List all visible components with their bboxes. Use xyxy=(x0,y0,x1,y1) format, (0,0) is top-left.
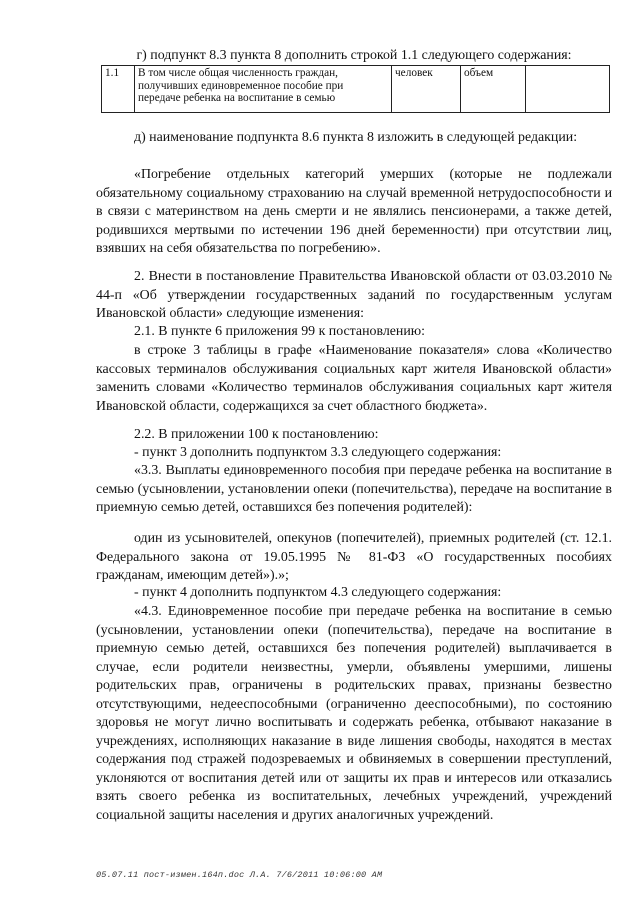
paragraph-2-2: 2.2. В приложении 100 к постановлению: xyxy=(134,427,379,442)
paragraph-3-3: «3.3. Выплаты единовременного пособия при передаче ребенка на воспитание в семью (усыновлении, установлении опеки (попечительства), передаче на воспитание в приемную семью детей, оставшихся без попечения родителей): xyxy=(96,463,612,515)
paragraph-2-1: 2.1. В пункте 6 приложения 99 к постановлению: xyxy=(134,324,426,339)
table-cell-text: В том числе общая численность граждан, получивших единовременное пособие при передаче ребенка на воспитание в семью xyxy=(135,66,392,113)
footer-filename: 05.07.11 пост-измен.164п.doc Л.А. 7/6/2011 10:06:00 AM xyxy=(96,870,383,880)
paragraph-2: 2. Внести в постановление Правительства Ивановской области от 03.03.2010 № 44-п «Об утверждении государственных заданий по государственным услугам Ивановской области» следующие изменения: xyxy=(96,269,612,321)
table-cell-value xyxy=(526,66,610,113)
paragraph-4-3: «4.3. Единовременное пособие при передаче ребенка на воспитание в семью (усыновлении, установлении опеки (попечительства), передаче на воспитание в приемную семью детей, оставшихся без попечения родителей) выплачивается в случае, если родители неизвестны, умерли, объявлены умершими, лишены родительских прав, ограничены в родительских правах, признаны безвестно отсутствующими, недееспособными (ограниченно дееспособными), по состоянию здоровья не могут лично воспитывать и содержать ребенка, отбывают наказание в учреждениях, исполняющих наказание в виде лишения свободы, находятся в местах содержания под стражей подозреваемых и обвиняемых в совершении преступлений, уклоняются от воспитания детей или от защиты их прав и интересов или отказались взять своего ребенка из воспитательных, лечебных учреждений, учреждений социальной защиты населения и других аналогичных учреждений. xyxy=(96,604,612,823)
table-row xyxy=(102,66,610,113)
paragraph-3-3-b: один из усыновителей, опекунов (попечителей), приемных родителей (ст. 12.1. Федерального закона от 19.05.1995 № 81-ФЗ «О государственных пособиях гражданам, имеющим детей»).»; xyxy=(96,531,612,583)
paragraph-burial: «Погребение отдельных категорий умерших (которые не подлежали обязательному социальному страхованию на случай временной нетрудоспособности и в связи с материнством на день смерти и не являлись пенсионерами, а также детей, родившихся мертвыми по истечении 196 дней беременности) при отсутствии лиц, взявших на себя обязательства по погребению». xyxy=(96,167,612,256)
paragraph-point-3: - пункт 3 дополнить подпунктом 3.3 следующего содержания: xyxy=(134,445,502,460)
paragraph-point-4: - пункт 4 дополнить подпунктом 4.3 следующего содержания: xyxy=(134,585,502,600)
table-cell-unit: человек xyxy=(392,66,461,113)
indicator-table xyxy=(101,65,610,113)
paragraph-2-1-text: в строке 3 таблицы в графе «Наименование показателя» слова «Количество кассовых терминалов обслуживания социальных карт жителя Ивановской области» заменить словами «Количество терминалов обслуживания социальных карт жителя Ивановской области, содержащихся за счет областного бюджета». xyxy=(96,343,612,414)
paragraph-g: г) подпункт 8.3 пункта 8 дополнить строкой 1.1 следующего содержания: xyxy=(136,48,572,63)
table-cell-measure: объем xyxy=(461,66,526,113)
table-cell-num: 1.1 xyxy=(102,66,135,113)
paragraph-d: д) наименование подпункта 8.6 пункта 8 изложить в следующей редакции: xyxy=(134,130,578,145)
